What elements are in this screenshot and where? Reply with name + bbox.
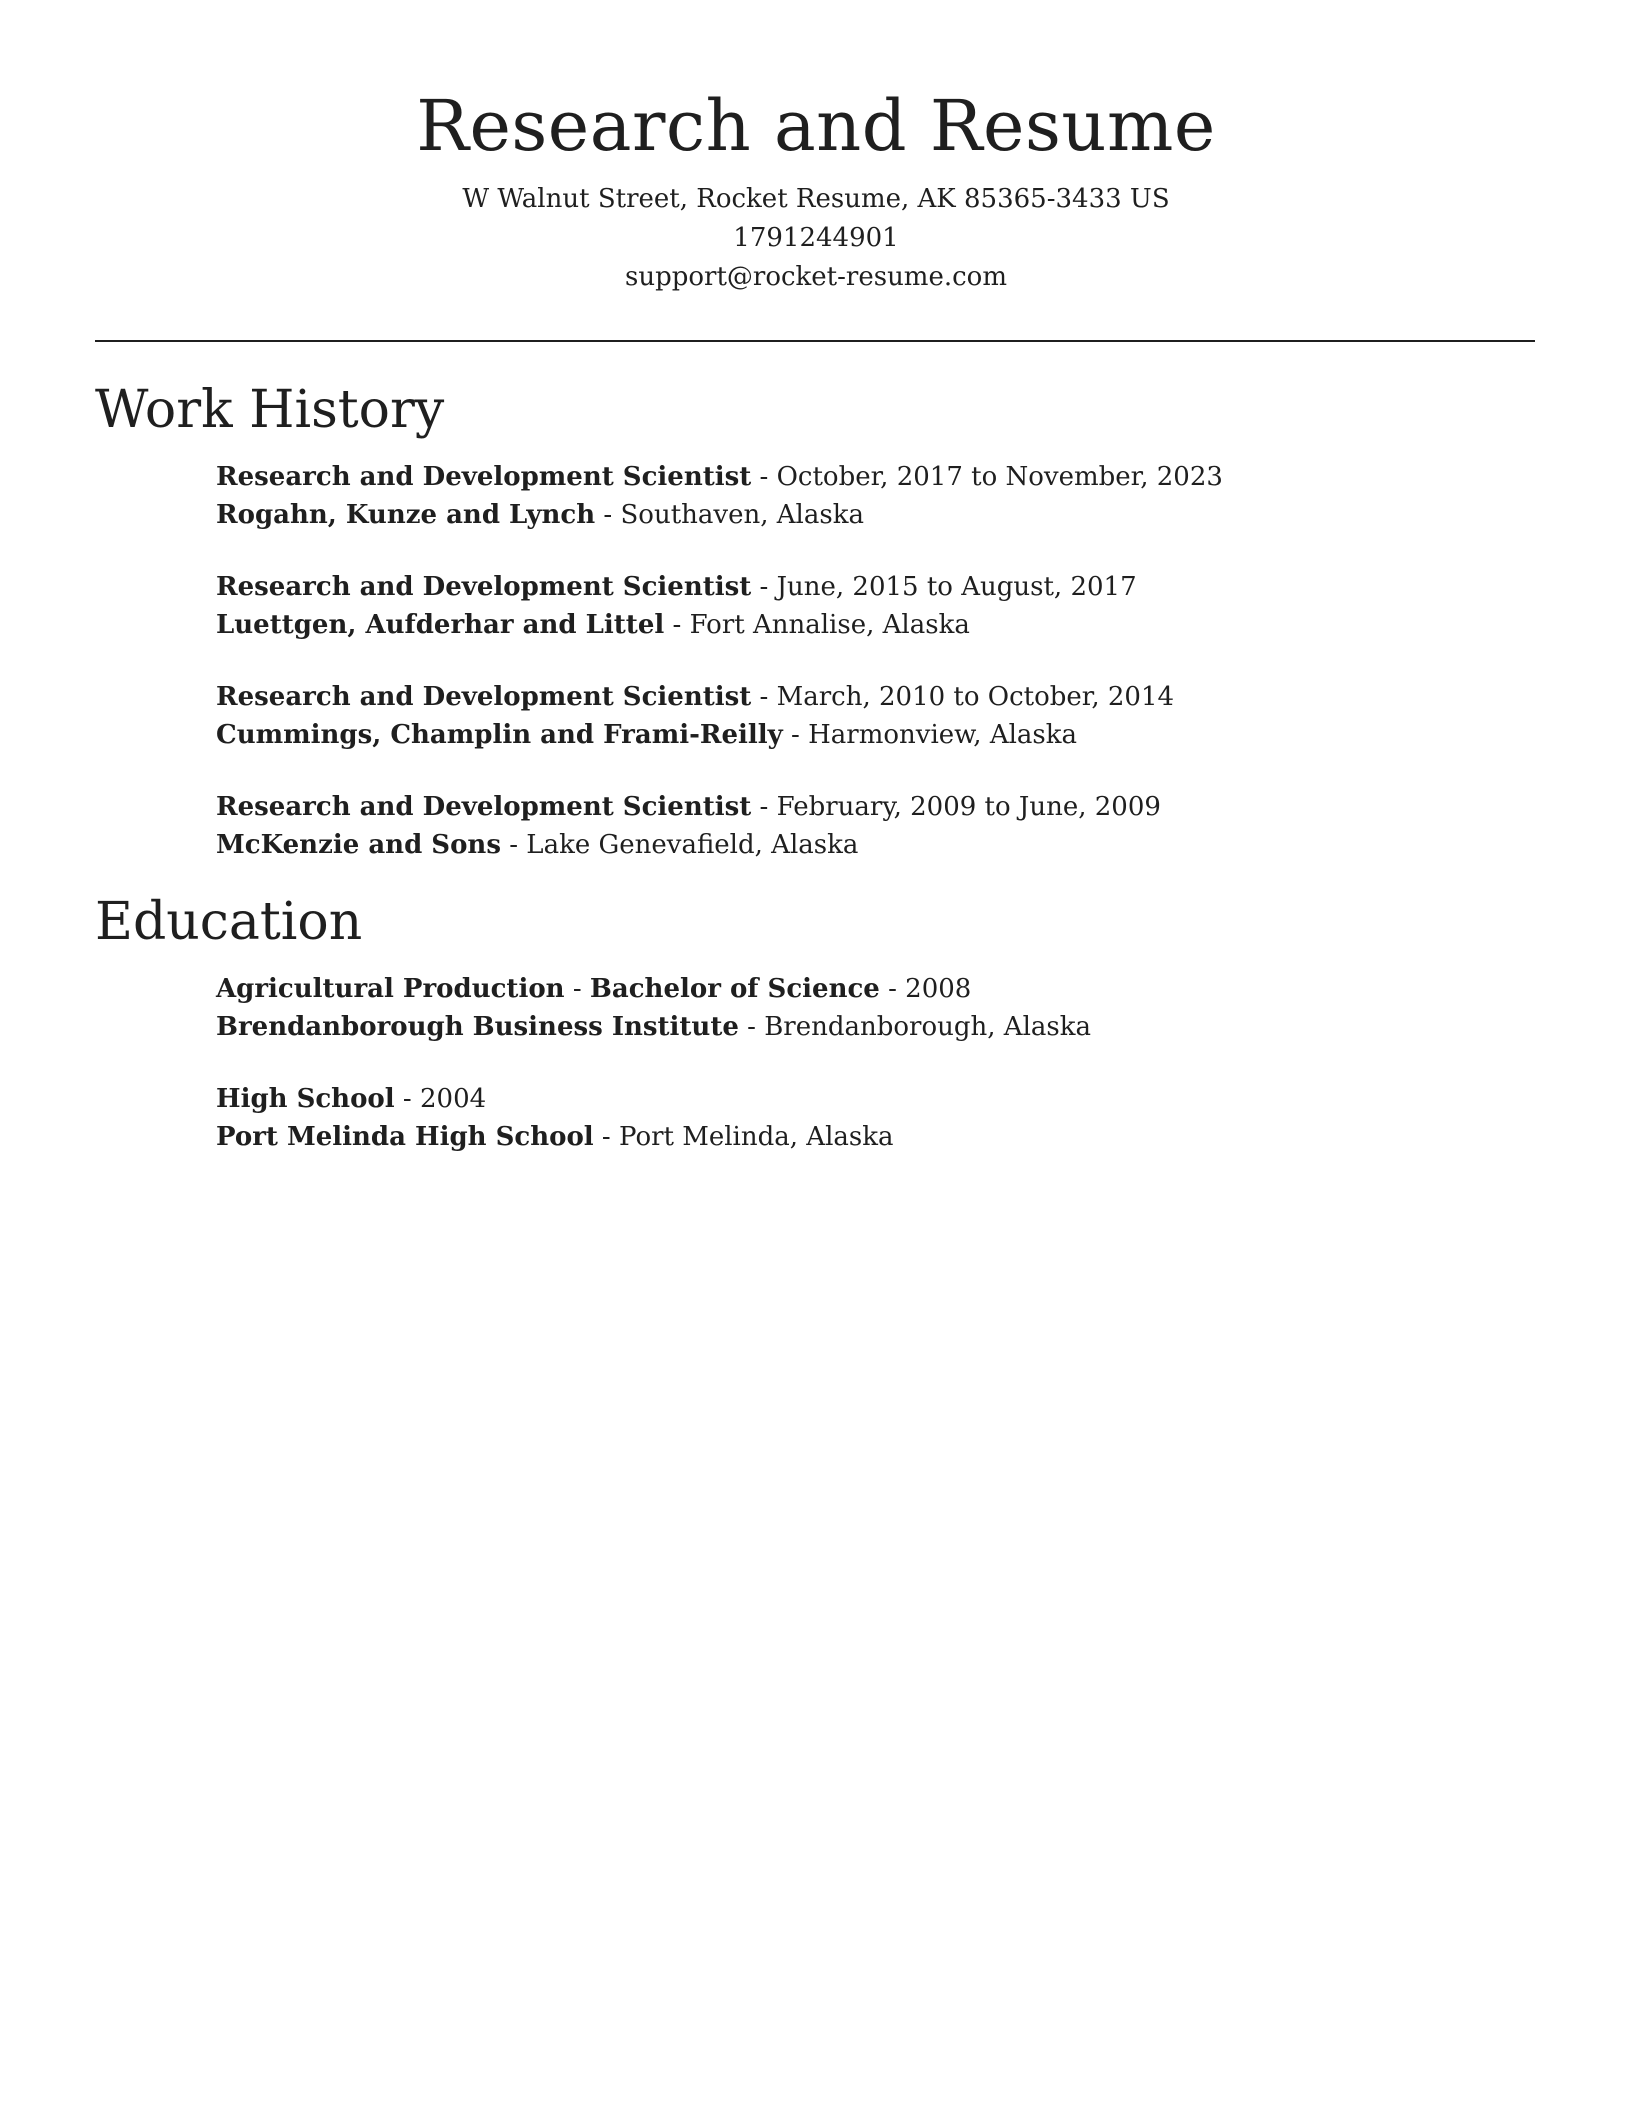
graduation-year: 2008: [905, 974, 972, 1004]
degree: Bachelor of Science: [589, 974, 880, 1004]
job-dates: March, 2010 to October, 2014: [776, 682, 1175, 712]
education-entry-title-line: [216, 1080, 894, 1118]
section-title-education: Education: [95, 892, 363, 952]
work-entry: [216, 458, 1223, 534]
school-name: Brendanborough Business Institute: [216, 1012, 739, 1042]
email: support@rocket-resume.com: [624, 262, 1007, 292]
work-entry: [216, 568, 1137, 644]
separator: -: [664, 610, 690, 640]
work-entry-title-line: [216, 568, 1137, 606]
job-location: Lake Genevafield, Alaska: [526, 830, 859, 860]
work-entry: [216, 788, 1161, 864]
phone: 1791244901: [733, 223, 899, 253]
education-entry-title-line: [216, 970, 1091, 1008]
work-entry-company-line: [216, 826, 1161, 864]
company-name: Rogahn, Kunze and Lynch: [216, 500, 596, 530]
separator: -: [593, 1122, 619, 1152]
contact-info: [0, 180, 1632, 297]
field-of-study: High School: [216, 1084, 395, 1114]
education-entry: [216, 970, 1091, 1046]
separator: -: [394, 1084, 420, 1114]
company-name: McKenzie and Sons: [216, 830, 501, 860]
job-role: Research and Development Scientist: [216, 462, 752, 492]
work-entry-company-line: [216, 496, 1223, 534]
header-divider: [95, 340, 1535, 342]
school-location: Port Melinda, Alaska: [619, 1122, 894, 1152]
job-location: Southaven, Alaska: [620, 500, 864, 530]
candidate-name: Research and Resume: [416, 85, 1216, 167]
job-dates: October, 2017 to November, 2023: [776, 462, 1223, 492]
resume-header: [0, 80, 1632, 297]
separator: -: [595, 500, 621, 530]
job-dates: February, 2009 to June, 2009: [776, 792, 1161, 822]
job-location: Fort Annalise, Alaska: [689, 610, 970, 640]
work-entry-company-line: [216, 606, 1137, 644]
work-entry-title-line: [216, 678, 1174, 716]
company-name: Cummings, Champlin and Frami-Reilly: [216, 720, 783, 750]
separator: -: [738, 1012, 765, 1042]
school-name: Port Melinda High School: [216, 1122, 594, 1152]
separator: -: [751, 462, 777, 492]
separator: -: [751, 792, 777, 822]
job-role: Research and Development Scientist: [216, 572, 752, 602]
job-location: Harmonview, Alaska: [808, 720, 1078, 750]
graduation-year: 2004: [419, 1084, 487, 1114]
job-dates: June, 2015 to August, 2017: [776, 572, 1137, 602]
separator: -: [782, 720, 809, 750]
school-location: Brendanborough, Alaska: [764, 1012, 1091, 1042]
education-entry-school-line: [216, 1008, 1091, 1046]
field-of-study: Agricultural Production: [216, 974, 565, 1004]
education-entry-school-line: [216, 1118, 894, 1156]
separator: -: [751, 682, 777, 712]
job-role: Research and Development Scientist: [216, 792, 752, 822]
work-entry-company-line: [216, 716, 1174, 754]
work-entry-title-line: [216, 458, 1223, 496]
section-title-work-history: Work History: [95, 380, 445, 440]
company-name: Luettgen, Aufderhar and Littel: [216, 610, 665, 640]
separator: -: [564, 974, 590, 1004]
separator: -: [751, 572, 777, 602]
work-entry: [216, 678, 1174, 754]
work-entry-title-line: [216, 788, 1161, 826]
education-entry: [216, 1080, 894, 1156]
separator: -: [879, 974, 906, 1004]
separator: -: [500, 830, 527, 860]
job-role: Research and Development Scientist: [216, 682, 752, 712]
address: W Walnut Street, Rocket Resume, AK 85365-3433 US: [462, 184, 1170, 214]
